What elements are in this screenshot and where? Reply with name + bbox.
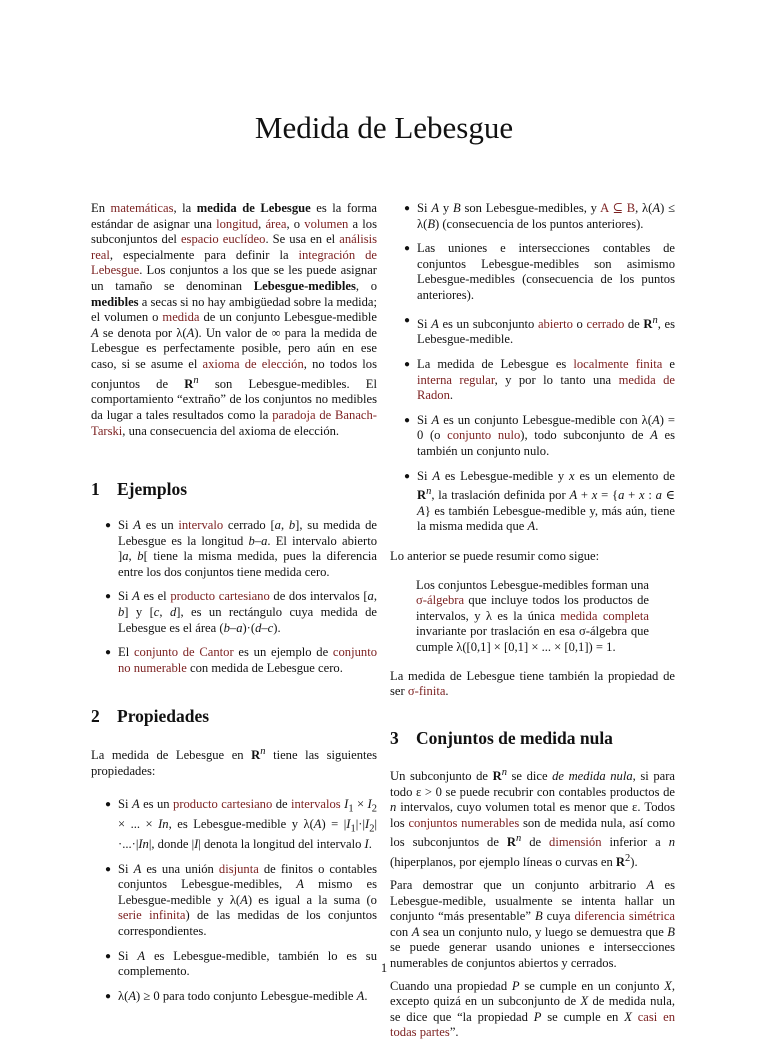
link-abierto[interactable]: abierto xyxy=(537,316,573,331)
link-producto-cartesiano[interactable]: producto cartesiano xyxy=(170,589,270,604)
link-espacio-euclideo[interactable]: espacio euclídeo xyxy=(180,232,266,247)
intro-paragraph: En matemáticas, la medida de Lebesgue es la forma estándar de asignar una longitud, área, o volumen a los subconjuntos del espacio euclídeo. Se usa en el análisis real, especialmente para definir la integración de Lebesgue. Los conjuntos a los que se les puede asignar un tamaño se denominan Lebesgue-medibles, o medibles a secas si no hay ambigüedad sobre la medida; el volumen o medida de un conjunto Lebesgue-medible A se denota por λ(A). Un valor de ∞ para la medida de Lebesgue es perfectamente posible, pero aún en ese caso, si se asume el axioma de elección, no todos los conjuntos de $R^n$ son Lebesgue-medibles. El comportamiento “extraño” de los conjuntos no medibles da lugar a tales resultados como la paradoja de Banach-Tarski, una consecuencia del axioma de elección. xyxy=(91,201,378,438)
section-heading-propiedades: 2 Propiedades xyxy=(91,706,210,727)
link-sigma-finita[interactable]: σ-finita xyxy=(407,684,446,699)
bullet-icon: ● xyxy=(404,243,411,255)
almost-everywhere-paragraph: Cuando una propiedad P se cumple en un conjunto X, excepto quizá en un subconjunto de X de medida nula, se dice que “la propiedad P se cumple en X casi en todas partes”. xyxy=(390,978,675,1040)
link-localmente-finita[interactable]: localmente finita xyxy=(573,356,663,371)
summary-quote: Los conjuntos Lebesgue-medibles forman una σ-álgebra que incluye todos los productos de intervalos, y λ es la única medida completa invariante por traslación en esa σ-álgebra que cumple λ([0,1] × [0,1] × ... × [0,1]) = 1. xyxy=(416,577,649,655)
link-medida-completa[interactable]: medida completa xyxy=(560,608,649,623)
link-cerrado[interactable]: cerrado xyxy=(586,316,625,331)
bullet-icon: ● xyxy=(105,520,112,532)
bullet-icon: ● xyxy=(404,414,411,426)
link-integracion-lebesgue[interactable]: integración de Lebesgue xyxy=(91,247,377,278)
link-dimension[interactable]: dimensión xyxy=(549,835,602,850)
list-item: ● Si A es un conjunto Lebesgue-medible con λ(A) = 0 (o conjunto nulo), todo subconjunto de A es también un conjunto nulo. xyxy=(404,412,675,458)
bullet-icon: ● xyxy=(404,314,411,326)
link-sigma-algebra[interactable]: σ-álgebra xyxy=(416,593,465,608)
link-volumen[interactable]: volumen xyxy=(304,216,349,231)
link-disjunta[interactable]: disjunta xyxy=(218,861,259,876)
page-number: 1 xyxy=(380,961,388,975)
null-sets-paragraph: Un subconjunto de $R^n$ se dice de medida nula, si para todo ε > 0 se puede recubrir con contables productos de n intervalos, cuyo volumen total es menor que ε. Todos los conjuntos numerables son de medida nula, así como los subconjuntos de $R^n$ de dimensión inferior a n (hiperplanos, por ejemplo líneas o curvas en $R^2$). xyxy=(390,766,675,870)
link-serie-infinita[interactable]: serie infinita xyxy=(118,908,186,923)
examples-list xyxy=(91,518,377,676)
list-item: ● Si A y B son Lebesgue-medibles, y A ⊆ B, λ(A) ≤ λ(B) (consecuencia de los puntos anteriores). xyxy=(404,201,675,231)
link-conjuntos-numerables[interactable]: conjuntos numerables xyxy=(408,815,520,830)
bullet-icon: ● xyxy=(404,203,411,214)
bullet-icon: ● xyxy=(105,798,112,810)
link-analisis-real[interactable]: análisis real xyxy=(91,232,378,262)
bullet-icon: ● xyxy=(105,591,112,603)
summary-intro: Lo anterior se puede resumir como sigue: xyxy=(390,549,600,564)
list-item: ● Si A es una unión disjunta de finitos o contables conjuntos Lebesgue-medibles, A mismo es Lebesgue-medible y λ(A) es igual a la suma (o serie infinita) de las medidas de los conjuntos correspondientes. xyxy=(105,861,377,938)
list-item: ● Si A es un subconjunto abierto o cerrado de $R^n$, es Lebesgue-medible. xyxy=(404,314,676,347)
link-subset[interactable]: A ⊆ B xyxy=(600,201,636,215)
link-medida[interactable]: medida xyxy=(162,310,200,325)
left-column xyxy=(91,201,377,1004)
link-conjunto-nulo[interactable]: conjunto nulo xyxy=(447,428,521,443)
link-producto-cartesiano-2[interactable]: producto cartesiano xyxy=(173,796,273,811)
list-item: ● Las uniones e intersecciones contables de conjuntos Lebesgue-medibles son asimismo Lebesgue-medibles (consecuencia de los puntos anteriores). xyxy=(404,241,675,302)
link-banach-tarski[interactable]: paradoja de Banach-Tarski xyxy=(91,407,377,438)
bullet-icon: ● xyxy=(404,470,411,482)
measurable-paragraph: Para demostrar que un conjunto arbitrario A es Lebesgue-medible, usualmente se intenta hallar un conjunto “más presentable” B cuya diferencia simétrica con A sea un conjunto nulo, y luego se demuestra que B se puede generar usando uniones e intersecciones numerables de conjuntos abiertos y cerrados. xyxy=(390,877,676,970)
list-item: ● Si A es Lebesgue-medible y x es un elemento de $R^n$, la traslación definida por A + x = {a + x : a ∈ A} es también Lebesgue-medible y, más aún, tiene la misma medida que A. xyxy=(404,468,676,534)
link-casi-en-todas-partes[interactable]: casi en todas partes xyxy=(390,1009,675,1040)
link-diferencia-simetrica[interactable]: diferencia simétrica xyxy=(574,909,675,924)
section-heading-ejemplos: 1 Ejemplos xyxy=(91,479,187,500)
right-column xyxy=(390,201,675,1041)
bullet-icon: ● xyxy=(105,950,112,962)
link-area[interactable]: área xyxy=(265,216,287,231)
properties-list-continued xyxy=(390,201,675,535)
link-conjunto-cantor[interactable]: conjunto de Cantor xyxy=(133,645,234,660)
list-item: ● Si A es Lebesgue-medible, también lo es su complemento. xyxy=(105,948,377,979)
bullet-icon: ● xyxy=(105,647,112,659)
link-conjunto-no-numerable[interactable]: conjunto no numerable xyxy=(118,645,377,675)
sigma-finite-paragraph: La medida de Lebesgue tiene también la propiedad de ser σ-finita. xyxy=(390,668,675,699)
properties-intro: La medida de Lebesgue en $R^n$ tiene las siguientes propiedades: xyxy=(91,746,378,779)
list-item: ● Si A es un intervalo cerrado [a, b], su medida de Lebesgue es la longitud b–a. El intervalo abierto ]a, b[ tiene la misma medida, pues la diferencia entre los dos conjuntos tiene medida cero. xyxy=(105,518,378,579)
link-longitud[interactable]: longitud xyxy=(216,216,259,231)
list-item: ● El conjunto de Cantor es un ejemplo de conjunto no numerable con medida de Lebesgue cero. xyxy=(105,645,377,675)
bullet-icon: ● xyxy=(105,990,112,1002)
list-item: ● Si A es el producto cartesiano de dos intervalos [a, b] y [c, d], es un rectángulo cuya medida de Lebesgue es el área (b–a)·(d–c). xyxy=(105,589,377,635)
link-matematicas[interactable]: matemáticas xyxy=(110,201,174,215)
link-intervalo[interactable]: intervalo xyxy=(178,518,224,533)
link-intervalos[interactable]: intervalos xyxy=(291,796,341,811)
bullet-icon: ● xyxy=(404,358,411,370)
section-heading-medida-nula: 3 Conjuntos de medida nula xyxy=(390,727,613,748)
page-title: Medida de Lebesgue xyxy=(254,110,514,145)
list-item: ● Si A es un producto cartesiano de intervalos $I_1 \times I_2$ × ... × In, es Lebesgue-medible y $\lambda(A) = |I_1|\cdot|I_2|\cdot...\cdot|In|$, donde |I| denota la longitud del intervalo I. xyxy=(105,796,377,852)
link-medida-radon[interactable]: medida de Radon xyxy=(417,372,675,403)
bullet-icon: ● xyxy=(105,863,112,875)
link-interna-regular[interactable]: interna regular xyxy=(417,372,495,387)
list-item: ● La medida de Lebesgue es localmente finita e interna regular, y por lo tanto una medida de Radon. xyxy=(404,356,675,403)
list-item: ● λ(A) ≥ 0 para todo conjunto Lebesgue-medible A. xyxy=(105,988,368,1003)
link-axioma-eleccion[interactable]: axioma de elección xyxy=(202,356,304,371)
